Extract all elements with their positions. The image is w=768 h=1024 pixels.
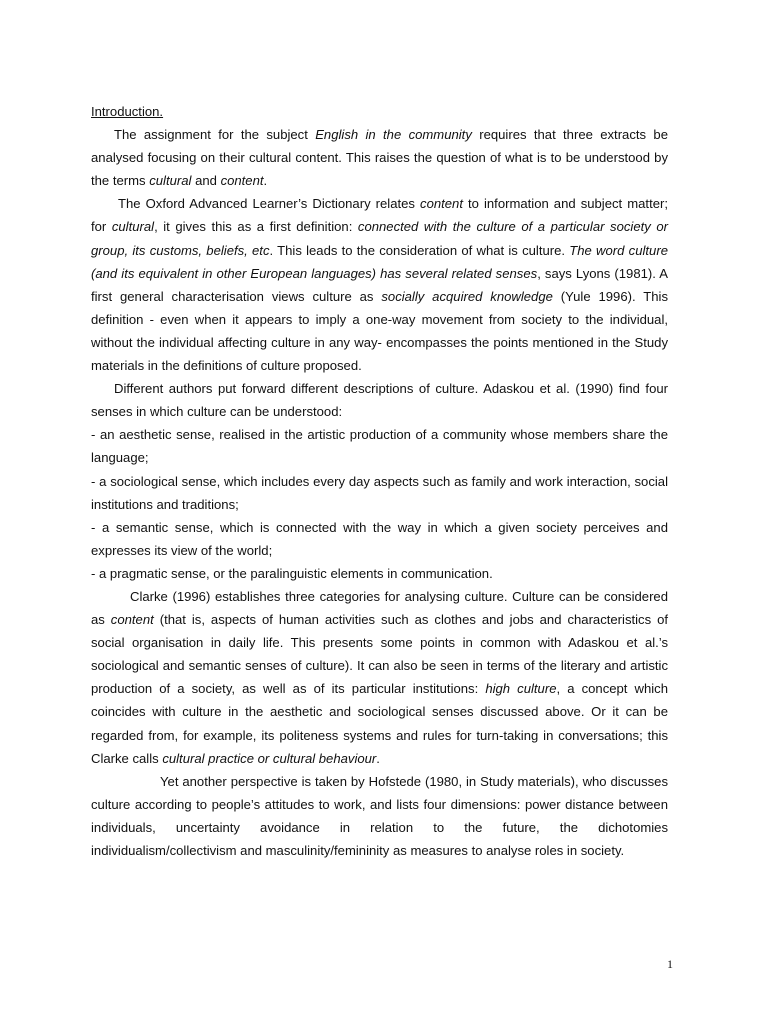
list-item-pragmatic: - a pragmatic sense, or the paralinguistic elements in communication. (91, 565, 493, 581)
paragraph-assignment: The assignment for the subject English in the community requires that three extracts be analysed focusing on their cultural content. This raises the question of what is to be understood by the terms cultural and content. (91, 127, 668, 189)
italic-phrase: content (110, 612, 154, 628)
paragraph-dictionary-definition: The Oxford Advanced Learner’s Dictionary relates content to information and subject matter; for cultural, it gives this as a first definition: connected with the culture of a particular society or group, its customs, beliefs, etc. This leads to the consideration of what is culture. The word culture (and its equivalent in other European languages) has several related senses, says Lyons (1981). A first general characterisation views culture as socially acquired knowledge (Yule 1996). This definition - even when it appears to imply a one-way movement from society to the individual, without the individual affecting culture in any way- encompasses the points mentioned in the Study materials in the definitions of culture proposed. (91, 196, 668, 374)
list-item-aesthetic: - an aesthetic sense, realised in the artistic production of a community whose members share the language; (91, 427, 668, 466)
list-item-semantic: - a semantic sense, which is connected with the way in which a given society perceives and expresses its view of the world; (91, 519, 668, 558)
italic-phrase: cultural (111, 219, 155, 235)
italic-phrase: content (420, 196, 463, 212)
italic-phrase: socially acquired knowledge (381, 288, 553, 304)
italic-phrase: cultural practice or cultural behaviour (162, 750, 377, 766)
italic-phrase: connected with the culture of a particular society or group, its customs, beliefs, etc (91, 219, 668, 258)
paragraph-hofstede: Yet another perspective is taken by Hofstede (1980, in Study materials), who discusses culture according to people’s attitudes to work, and lists four dimensions: power distance between individuals, uncertainty avoidance in relation to the future, the dichotomies individualism/collectivism and masculinity/femininity as measures to analyse roles in society. (91, 773, 668, 858)
document-body (91, 100, 668, 862)
paragraph-authors: Different authors put forward different descriptions of culture. Adaskou et al. (1990) find four senses in which culture can be understood: (91, 381, 668, 420)
italic-phrase: content (220, 173, 264, 189)
italic-phrase: English in the community (315, 127, 472, 143)
list-item-sociological: - a sociological sense, which includes every day aspects such as family and work interaction, social institutions and traditions; (91, 473, 668, 512)
page-number: 1 (667, 957, 673, 971)
section-heading: Introduction. (91, 104, 164, 119)
paragraph-clarke: Clarke (1996) establishes three categories for analysing culture. Culture can be considered as content (that is, aspects of human activities such as clothes and jobs and characteristics of social organisation in daily life. This presents some points in common with Adaskou et al.’s sociological and semantic senses of culture). It can also be seen in terms of the literary and artistic production of a society, as well as of its particular institutions: high culture, a concept which coincides with culture in the aesthetic and sociological senses discussed above. Or it can be regarded from, for example, its politeness systems and rules for turn-taking in conversations; this Clarke calls cultural practice or cultural behaviour. (91, 588, 669, 766)
italic-phrase: The word culture (and its equivalent in other European languages) has several related senses (91, 242, 668, 281)
italic-phrase: cultural (149, 173, 192, 189)
italic-phrase: high culture (485, 681, 557, 697)
